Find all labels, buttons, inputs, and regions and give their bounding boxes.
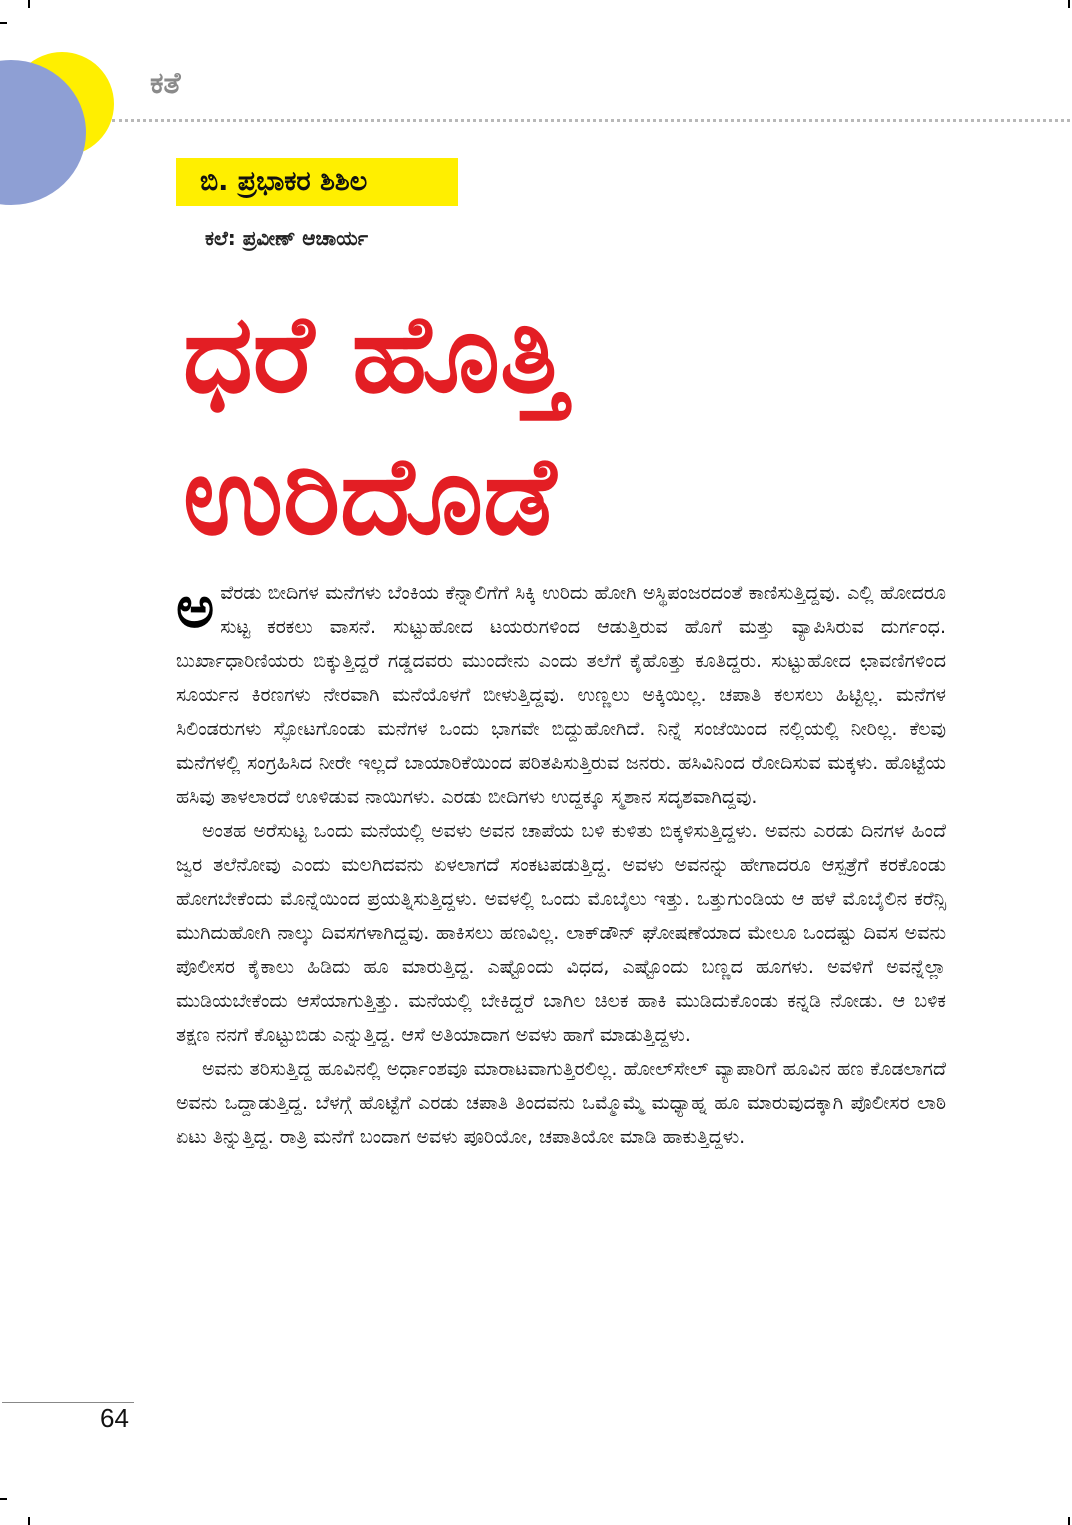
crop-mark xyxy=(28,0,30,8)
section-label: ಕತೆ xyxy=(150,66,181,101)
paragraph-1-text: ವೆರಡು ಬೀದಿಗಳ ಮನೆಗಳು ಬೆಂಕಿಯ ಕೆನ್ನಾಲಿಗೆಗೆ ಸಿಕ್ಕಿ ಉರಿದು ಹೋಗಿ ಅಸ್ಥಿಪಂಜರದಂತೆ ಕಾಣಿಸುತ್ತಿದ್ದವು. ಎಲ್ಲಿ ಹೋದರೂ ಸುಟ್ಟ ಕರಕಲು ವಾಸನೆ. ಸುಟ್ಟುಹೋದ ಟಯರುಗಳಿಂದ ಆಡುತ್ತಿರುವ ಹೊಗೆ ಮತ್ತು ವ್ಯಾಪಿಸಿರುವ ದುರ್ಗಂಧ. ಬುರ್ಖಾಧಾರಿಣಿಯರು ಬಿಕ್ಕುತ್ತಿದ್ದರೆ ಗಡ್ಡದವರು ಮುಂದೇನು ಎಂದು ತಲೆಗೆ ಕೈಹೊತ್ತು ಕೂತಿದ್ದರು. ಸುಟ್ಟುಹೋದ ಛಾವಣಿಗಳಿಂದ ಸೂರ್ಯನ ಕಿರಣಗಳು ನೇರವಾಗಿ ಮನೆಯೊಳಗೆ ಬೀಳುತ್ತಿದ್ದವು. ಉಣ್ಣಲು ಅಕ್ಕಿಯಿಲ್ಲ. ಚಪಾತಿ ಕಲಸಲು ಹಿಟ್ಟಿಲ್ಲ. ಮನೆಗಳ ಸಿಲಿಂಡರುಗಳು ಸ್ಫೋಟಗೊಂಡು ಮನೆಗಳ ಒಂದು ಭಾಗವೇ ಬಿದ್ದುಹೋಗಿದೆ. ನಿನ್ನೆ ಸಂಜೆಯಿಂದ ನಲ್ಲಿಯಲ್ಲಿ ನೀರಿಲ್ಲ. ಕೆಲವು ಮನೆಗಳಲ್ಲಿ ಸಂಗ್ರಹಿಸಿದ ನೀರೇ ಇಲ್ಲದೆ ಬಾಯಾರಿಕೆಯಿಂದ ಪರಿತಪಿಸುತ್ತಿರುವ ಜನರು. ಹಸಿವಿನಿಂದ ರೋದಿಸುವ ಮಕ್ಕಳು. ಹೊಟ್ಟೆಯ ಹಸಿವು ತಾಳಲಾರದೆ ಊಳಿಡುವ ನಾಯಿಗಳು. ಎರಡು ಬೀದಿಗಳು ಉದ್ದಕ್ಕೂ ಸ್ಮಶಾನ ಸದೃಶವಾಗಿದ್ದವು. xyxy=(176,582,946,808)
story-body xyxy=(176,573,946,1154)
paragraph-1 xyxy=(176,573,946,814)
author-name: ಬಿ. ಪ್ರಭಾಕರ ಶಿಶಿಲ xyxy=(200,166,368,197)
drop-cap: ಅ xyxy=(176,573,215,641)
crop-mark xyxy=(28,1517,30,1525)
crop-mark xyxy=(0,22,7,24)
story-title xyxy=(183,284,863,568)
crop-mark xyxy=(1068,1517,1070,1525)
title-line-2: ಉರಿದೊಡೆ xyxy=(183,434,557,559)
paragraph-2: ಅಂತಹ ಅರೆಸುಟ್ಟ ಒಂದು ಮನೆಯಲ್ಲಿ ಅವಳು ಅವನ ಚಾಪೆಯ ಬಳಿ ಕುಳಿತು ಬಿಕ್ಕಳಿಸುತ್ತಿದ್ದಳು. ಅವನು ಎರಡು ದಿನಗಳ ಹಿಂದೆ ಜ್ವರ ತಲೆನೋವು ಎಂದು ಮಲಗಿದವನು ಏಳಲಾಗದೆ ಸಂಕಟಪಡುತ್ತಿದ್ದ. ಅವಳು ಅವನನ್ನು ಹೇಗಾದರೂ ಆಸ್ಪತ್ರೆಗೆ ಕರಕೊಂಡು ಹೋಗಬೇಕೆಂದು ಮೊನ್ನೆಯಿಂದ ಪ್ರಯತ್ನಿಸುತ್ತಿದ್ದಳು. ಅವಳಲ್ಲಿ ಒಂದು ಮೊಬೈಲು ಇತ್ತು. ಒತ್ತುಗುಂಡಿಯ ಆ ಹಳೆ ಮೊಬೈಲಿನ ಕರೆನ್ಸಿ ಮುಗಿದುಹೋಗಿ ನಾಲ್ಕು ದಿವಸಗಳಾಗಿದ್ದವು. ಹಾಕಿಸಲು ಹಣವಿಲ್ಲ. ಲಾಕ್‌ಡೌನ್ ಘೋಷಣೆಯಾದ ಮೇಲೂ ಒಂದಷ್ಟು ದಿವಸ ಅವನು ಪೊಲೀಸರ ಕೈಕಾಲು ಹಿಡಿದು ಹೂ ಮಾರುತ್ತಿದ್ದ. ಎಷ್ಟೊಂದು ವಿಧದ, ಎಷ್ಟೊಂದು ಬಣ್ಣದ ಹೂಗಳು. ಅವಳಿಗೆ ಅವನ್ನೆಲ್ಲಾ ಮುಡಿಯಬೇಕೆಂದು ಆಸೆಯಾಗುತ್ತಿತ್ತು. ಮನೆಯಲ್ಲಿ ಬೇಕಿದ್ದರೆ ಬಾಗಿಲ ಚಿಲಕ ಹಾಕಿ ಮುಡಿದುಕೊಂಡು ಕನ್ನಡಿ ನೋಡು. ಆ ಬಳಿಕ ತಕ್ಷಣ ನನಗೆ ಕೊಟ್ಟುಬಿಡು ಎನ್ನುತ್ತಿದ್ದ. ಆಸೆ ಅತಿಯಾದಾಗ ಅವಳು ಹಾಗೆ ಮಾಡುತ್ತಿದ್ದಳು. xyxy=(176,820,946,1046)
dotted-divider xyxy=(112,119,1070,122)
paragraph-3: ಅವನು ತರಿಸುತ್ತಿದ್ದ ಹೂವಿನಲ್ಲಿ ಅರ್ಧಾಂಶವೂ ಮಾರಾಟವಾಗುತ್ತಿರಲಿಲ್ಲ. ಹೋಲ್‌ಸೇಲ್ ವ್ಯಾಪಾರಿಗೆ ಹೂವಿನ ಹಣ ಕೊಡಲಾಗದೆ ಅವನು ಒದ್ದಾಡುತ್ತಿದ್ದ. ಬೆಳಗ್ಗೆ ಹೊಟ್ಟೆಗೆ ಎರಡು ಚಪಾತಿ ತಿಂದವನು ಒಮ್ಮೊಮ್ಮೆ ಮಧ್ಯಾಹ್ನ ಹೂ ಮಾರುವುದಕ್ಕಾಗಿ ಪೊಲೀಸರ ಲಾಠಿ ಏಟು ತಿನ್ನುತ್ತಿದ್ದ. ರಾತ್ರಿ ಮನೆಗೆ ಬಂದಾಗ ಅವಳು ಪೂರಿಯೋ, ಚಪಾತಿಯೋ ಮಾಡಿ ಹಾಕುತ್ತಿದ್ದಳು. xyxy=(176,1058,946,1148)
page-number: 64 xyxy=(100,1403,129,1433)
title-line-1: ಧರೆ ಹೊತ್ತಿ xyxy=(183,292,567,417)
crop-mark xyxy=(1068,0,1070,8)
art-credit: ಕಲೆ: ಪ್ರವೀಣ್ ಆಚಾರ್ಯ xyxy=(205,226,368,250)
crop-mark xyxy=(0,1498,7,1500)
